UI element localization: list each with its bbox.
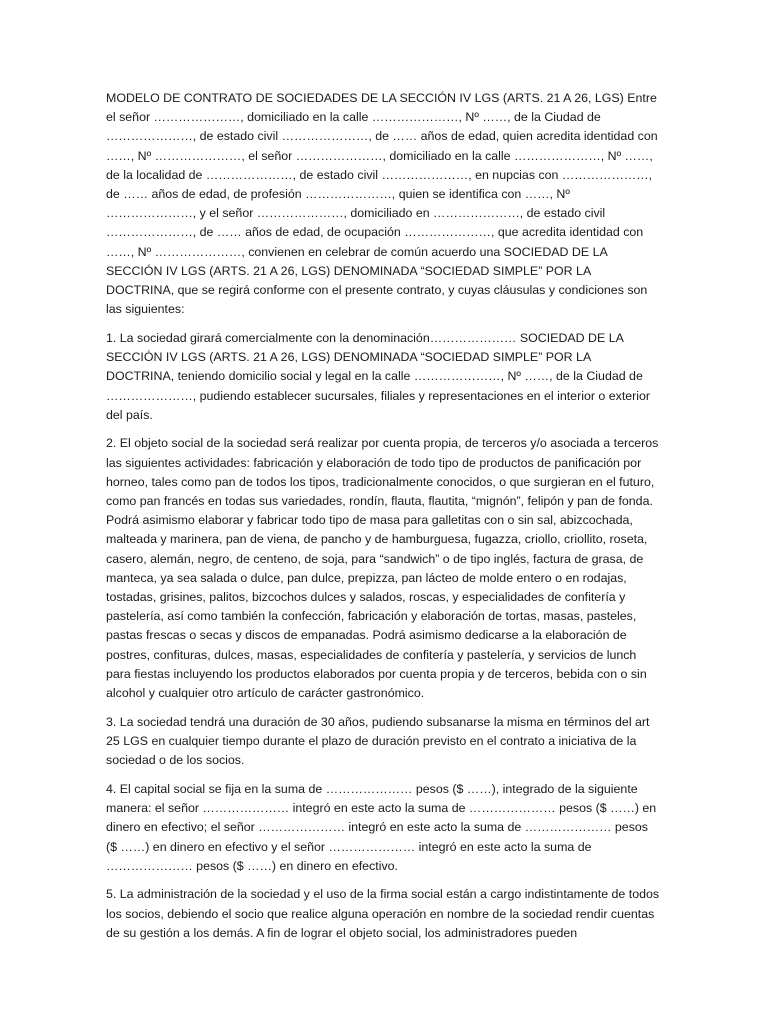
clause-5-paragraph: 5. La administración de la sociedad y el uso de la firma social están a cargo indistintamente de todos los socios, debiendo el socio que realice alguna operación en nombre de la sociedad rendir cuentas de su gestión a los demás. A fin de lograr el objeto social, los administradores pueden: [106, 887, 660, 940]
clause-1-paragraph: 1. La sociedad girará comercialmente con la denominación………………… SOCIEDAD DE LA SECCIÓN IV LGS (ARTS. 21 A 26, LGS) DENOMINADA “SOCIEDAD SIMPLE” POR LA DOCTRINA, teniendo domicilio social y legal en la calle …………………, Nº ……, de la Ciudad de …………………, pudiendo establecer sucursales, filiales y representaciones en el interior o exterior del país.: [106, 330, 651, 422]
clause-4-paragraph: 4. El capital social se fija en la suma de ………………… pesos ($ ……), integrado de la siguiente manera: el señor ………………… integró en este acto la suma de ………………… pesos ($ ……) en dinero en efectivo; el señor ………………… integró en este acto la suma de ………………… pesos ($ ……) en dinero en efectivo y el señor ………………… integró en este acto la suma de ………………… pesos ($ ……) en dinero en efectivo.: [106, 781, 657, 873]
clause-3-paragraph: 3. La sociedad tendrá una duración de 30 años, pudiendo subsanarse la misma en términos del art 25 LGS en cualquier tiempo durante el plazo de duración previsto en el contrato a iniciativa de la sociedad o de los socios.: [106, 714, 650, 768]
clause-2-paragraph: 2. El objeto social de la sociedad será realizar por cuenta propia, de terceros y/o asociada a terceros las siguientes actividades: fabricación y elaboración de todo tipo de productos de panificación por horneo, tales como pan de todos los tipos, tradicionalmente conocidos, o que surgieran en el futuro, como pan francés en todas sus variedades, rondín, flauta, flautita, “mignón”, felipón y pan de fonda. Podrá asimismo elaborar y fabricar todo tipo de masa para galletitas con o sin sal, abizcochada, malteada y marinera, pan de viena, de pancho y de hamburguesa, fugazza, criollo, criollito, roseta, casero, alemán, negro, de centeno, de soja, para “sandwich” o de tipo inglés, factura de grasa, de manteca, ya sea salada o dulce, pan dulce, prepizza, pan lácteo de molde entero o en rodajas, tostadas, grisines, palitos, bizcochos dulces y salados, roscas, y especialidades de confitería y pastelería, así como también la confección, fabricación y elaboración de tortas, masas, pasteles, pastas frescas o secas y discos de empanadas. Podrá asimismo dedicarse a la elaboración de postres, confituras, dulces, masas, especialidades de confitería y pastelería, y servicios de lunch para fiestas incluyendo los productos elaborados por cuenta propia y de terceros, bebida con o sin alcohol y cualquier otro artículo de carácter gastronómico.: [106, 436, 659, 701]
contract-intro-paragraph: MODELO DE CONTRATO DE SOCIEDADES DE LA SECCIÓN IV LGS (ARTS. 21 A 26, LGS) Entre el señor …………………, domiciliado en la calle …………………, Nº ……, de la Ciudad de …………………, de estado civil …………………, de …… años de edad, quien acredita identidad con ……, Nº …………………, el señor …………………, domiciliado en la calle …………………, Nº ……, de la localidad de …………………, de estado civil …………………, en nupcias con …………………, de …… años de edad, de profesión …………………, quien se identifica con ……, Nº …………………, y el señor …………………, domiciliado en …………………, de estado civil …………………, de …… años de edad, de ocupación …………………, que acredita identidad con ……, Nº …………………, convienen en celebrar de común acuerdo una SOCIEDAD DE LA SECCIÓN IV LGS (ARTS. 21 A 26, LGS) DENOMINADA “SOCIEDAD SIMPLE” POR LA DOCTRINA, que se regirá conforme con el presente contrato, y cuyas cláusulas y condiciones son las siguientes:: [106, 91, 658, 317]
document-body: [106, 89, 662, 953]
